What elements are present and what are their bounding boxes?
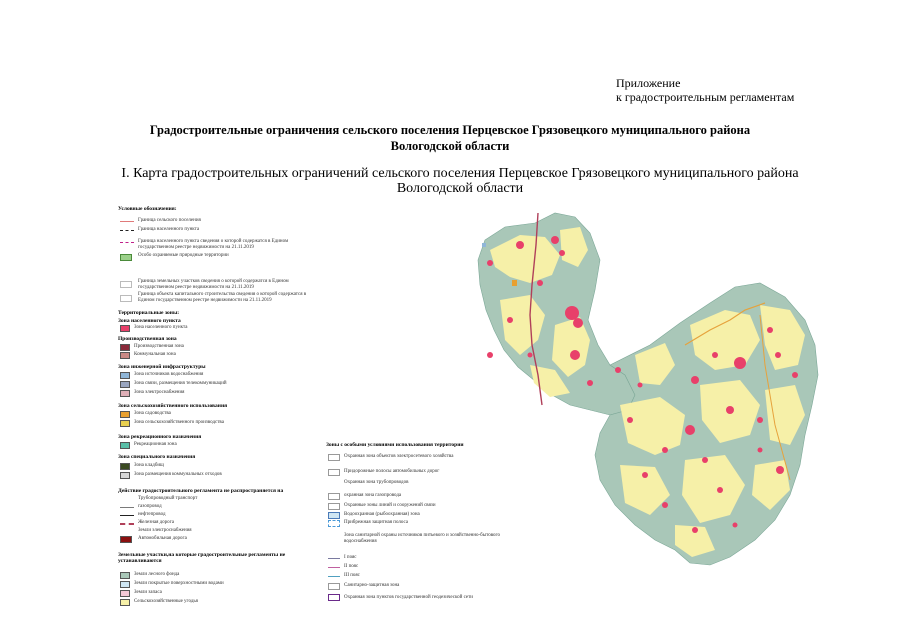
settlement	[712, 352, 718, 358]
settlement	[734, 357, 746, 369]
zone-label-gardening: Зона садоводства	[134, 411, 171, 416]
settlement	[537, 280, 543, 286]
settlement	[662, 447, 668, 453]
special-item-2: Охранная зона трубопроводов	[344, 480, 409, 485]
land-label-agri: Сельскохозяйственные угодья	[134, 599, 198, 604]
special-item-4: Охранные зоны линий и сооружений связи	[344, 503, 436, 508]
settlement	[776, 466, 784, 474]
settlement	[717, 487, 723, 493]
zone-label-communal: Коммунальная зона	[134, 352, 176, 357]
special-item-5: Водоохранная (рыбоохранная) зона	[344, 512, 420, 517]
special-item-9: II пояс	[344, 564, 359, 569]
land-plot-swatch	[120, 281, 132, 288]
reglament-item-1: газопровод	[138, 504, 162, 509]
legend-boundary-6: Граница объекта капитального строительства сведения о которой содержатся в Едином государственном реестре недвижимости на 21.11.2019	[138, 292, 307, 303]
settlement	[758, 448, 763, 453]
map-title-line2: Вологодской области	[396, 181, 524, 196]
land-swatch-agri	[120, 599, 130, 606]
protected-area-swatch	[120, 254, 132, 261]
special-item-12: Охранная зона пунктов государственной геодезической сети	[344, 595, 473, 600]
land-label-forest: Земли лесного фонда	[134, 572, 180, 577]
legend-boundary-5: Граница земельных участков сведения о которой содержатся в Едином государственном реестре недвижимости на 21.11.2019	[138, 279, 289, 290]
settlement	[726, 406, 734, 414]
special-zones-title: Зоны с особыми условиями использования территории	[326, 442, 464, 448]
land-label-reserve: Земли запаса	[134, 590, 162, 595]
special-item-1: Придорожные полосы автомобильных дорог	[344, 469, 440, 474]
settlement	[487, 260, 493, 266]
settlement	[516, 241, 524, 249]
gardening-zone	[512, 280, 517, 286]
zone-group-2: Зона инженерной инфраструктуры	[118, 364, 206, 370]
settlement	[587, 380, 593, 386]
appendix-note	[616, 76, 794, 104]
building-swatch	[120, 295, 132, 302]
document-title-line1: Градостроительные ограничения сельского поселения Перцевское Грязовецкого муниципального района	[149, 123, 751, 137]
zone-label-power: Зона электроснабжения	[134, 390, 185, 395]
reglament-item-4: Земли электроснабжения	[138, 528, 192, 533]
special-swatch-5	[328, 512, 340, 519]
settlement	[691, 376, 699, 384]
zone-label-water: Зона источников водоснабжения	[134, 372, 204, 377]
legend-title: Условные обозначения:	[118, 206, 177, 212]
reglament-item-2: нефтепровод	[138, 512, 166, 517]
settlement	[775, 352, 781, 358]
zone-label-production: Производственная зона	[134, 344, 184, 349]
zone-label-telecom: Зона связи, размещения телекоммуникаций	[134, 381, 227, 386]
zone-swatch-waste	[120, 472, 130, 479]
map-title-line1: I. Карта градостроительных ограничений сельского поселения Перцевское Грязовецкого муниципального района	[121, 166, 799, 181]
settlement	[767, 327, 773, 333]
settlement	[702, 457, 708, 463]
special-swatch-1	[328, 469, 340, 476]
gas-pipeline-swatch	[120, 507, 134, 508]
special-item-7: Зона санитарной охраны источников питьевого и хозяйственно-бытового водоснабжения	[344, 533, 500, 544]
settlement	[733, 523, 738, 528]
special-swatch-9	[328, 567, 340, 568]
settlement	[662, 502, 668, 508]
legend-boundary-2: Граница населенного пункта	[138, 227, 200, 232]
special-swatch-8	[328, 558, 340, 559]
special-item-3: охранная зона газопровода	[344, 493, 402, 498]
zone-swatch-production	[120, 344, 130, 351]
settlement	[559, 250, 565, 256]
special-swatch-10	[328, 576, 340, 577]
legend-boundary-4: Особо охраняемые природные территории	[138, 253, 229, 258]
legend-panel	[118, 206, 328, 616]
land-swatch-forest	[120, 572, 130, 579]
zone-swatch-gardening	[120, 411, 130, 418]
appendix-line2: к градостроительным регламентам	[616, 90, 795, 104]
boundary-settlement-swatch	[120, 221, 134, 222]
appendix-line1: Приложение	[616, 76, 681, 90]
water-zone	[482, 243, 486, 247]
map-title	[70, 166, 850, 196]
land-label-water: Земли покрытые поверхностными водами	[134, 581, 224, 586]
zone-group-4: Зона рекреационного назначения	[118, 434, 202, 440]
zone-label-agri-production: Зона сельскохозяйственного производства	[134, 420, 224, 425]
boundary-locality-swatch	[120, 230, 134, 231]
settlement	[565, 306, 579, 320]
zone-swatch-water	[120, 372, 130, 379]
settlement	[615, 367, 621, 373]
special-item-11: Санитарно-защитная зона	[344, 583, 400, 588]
settlement	[528, 353, 533, 358]
land-swatch-reserve	[120, 590, 130, 597]
settlement	[570, 350, 580, 360]
land-swatch-water	[120, 581, 130, 588]
zone-group-1: Производственная зона	[118, 336, 177, 342]
railway-swatch	[120, 523, 134, 525]
road-swatch	[120, 536, 132, 543]
settlement	[487, 352, 493, 358]
zone-swatch-power	[120, 390, 130, 397]
special-item-6: Прибрежная защитная полоса	[344, 520, 409, 525]
settlement	[627, 417, 633, 423]
zone-label-settlement: Зона населенного пункта	[134, 325, 188, 330]
document-title	[60, 122, 840, 154]
zone-group-0: Зона населенного пункта	[118, 318, 181, 324]
settlement	[573, 318, 583, 328]
zone-swatch-agri-production	[120, 420, 130, 427]
zone-swatch-communal	[120, 352, 130, 359]
special-swatch-4	[328, 503, 340, 510]
settlement	[507, 317, 513, 323]
zone-label-recreation: Рекреационная зона	[134, 442, 177, 447]
zone-swatch-settlement	[120, 325, 130, 332]
reglament-title: Действие градостроительного регламента не распространяется на	[118, 488, 284, 494]
special-swatch-0	[328, 454, 340, 461]
zone-swatch-recreation	[120, 442, 130, 449]
settlement	[642, 472, 648, 478]
reglament-item-5: Автомобильная дорога	[138, 536, 187, 541]
zone-swatch-cemetery	[120, 463, 130, 470]
reglament-item-3: Железная дорога	[138, 520, 174, 525]
special-item-10: III пояс	[344, 573, 360, 578]
settlement	[551, 236, 559, 244]
legend-boundary-1: Граница сельского поселения	[138, 218, 201, 223]
special-item-8: I пояс	[344, 555, 357, 560]
settlement-map	[460, 205, 820, 575]
special-swatch-11	[328, 583, 340, 590]
special-swatch-3	[328, 493, 340, 500]
zone-swatch-telecom	[120, 381, 130, 388]
settlement	[685, 425, 695, 435]
reglament-item-0: Трубопроводный транспорт	[138, 496, 198, 501]
special-item-0: Охранная зона объектов электросетевого хозяйства	[344, 454, 454, 459]
zone-group-3: Зона сельскохозяйственного использования	[118, 403, 228, 409]
legend-boundary-3: Граница населенного пункта сведения о которой содержатся в Едином государственном реестре недвижимости на 21.11.2019	[138, 239, 289, 250]
special-swatch-6	[328, 520, 340, 527]
zone-label-waste: Зона размещения коммунальных отходов	[134, 472, 222, 477]
special-swatch-12	[328, 594, 340, 601]
settlement	[757, 417, 763, 423]
boundary-egrn-swatch	[120, 242, 134, 243]
zone-group-5: Зона специального назначения	[118, 454, 196, 460]
document-title-line2: Вологодской области	[390, 139, 510, 153]
settlement	[792, 372, 798, 378]
territorial-zones-title: Территориальные зоны:	[118, 310, 180, 316]
settlement	[638, 383, 643, 388]
lands-title: Земельные участки,на которые градостроительные регламенты не устанавливаются	[118, 552, 286, 564]
oil-pipeline-swatch	[120, 515, 134, 516]
settlement	[692, 527, 698, 533]
zone-label-cemetery: Зона кладбищ	[134, 463, 164, 468]
